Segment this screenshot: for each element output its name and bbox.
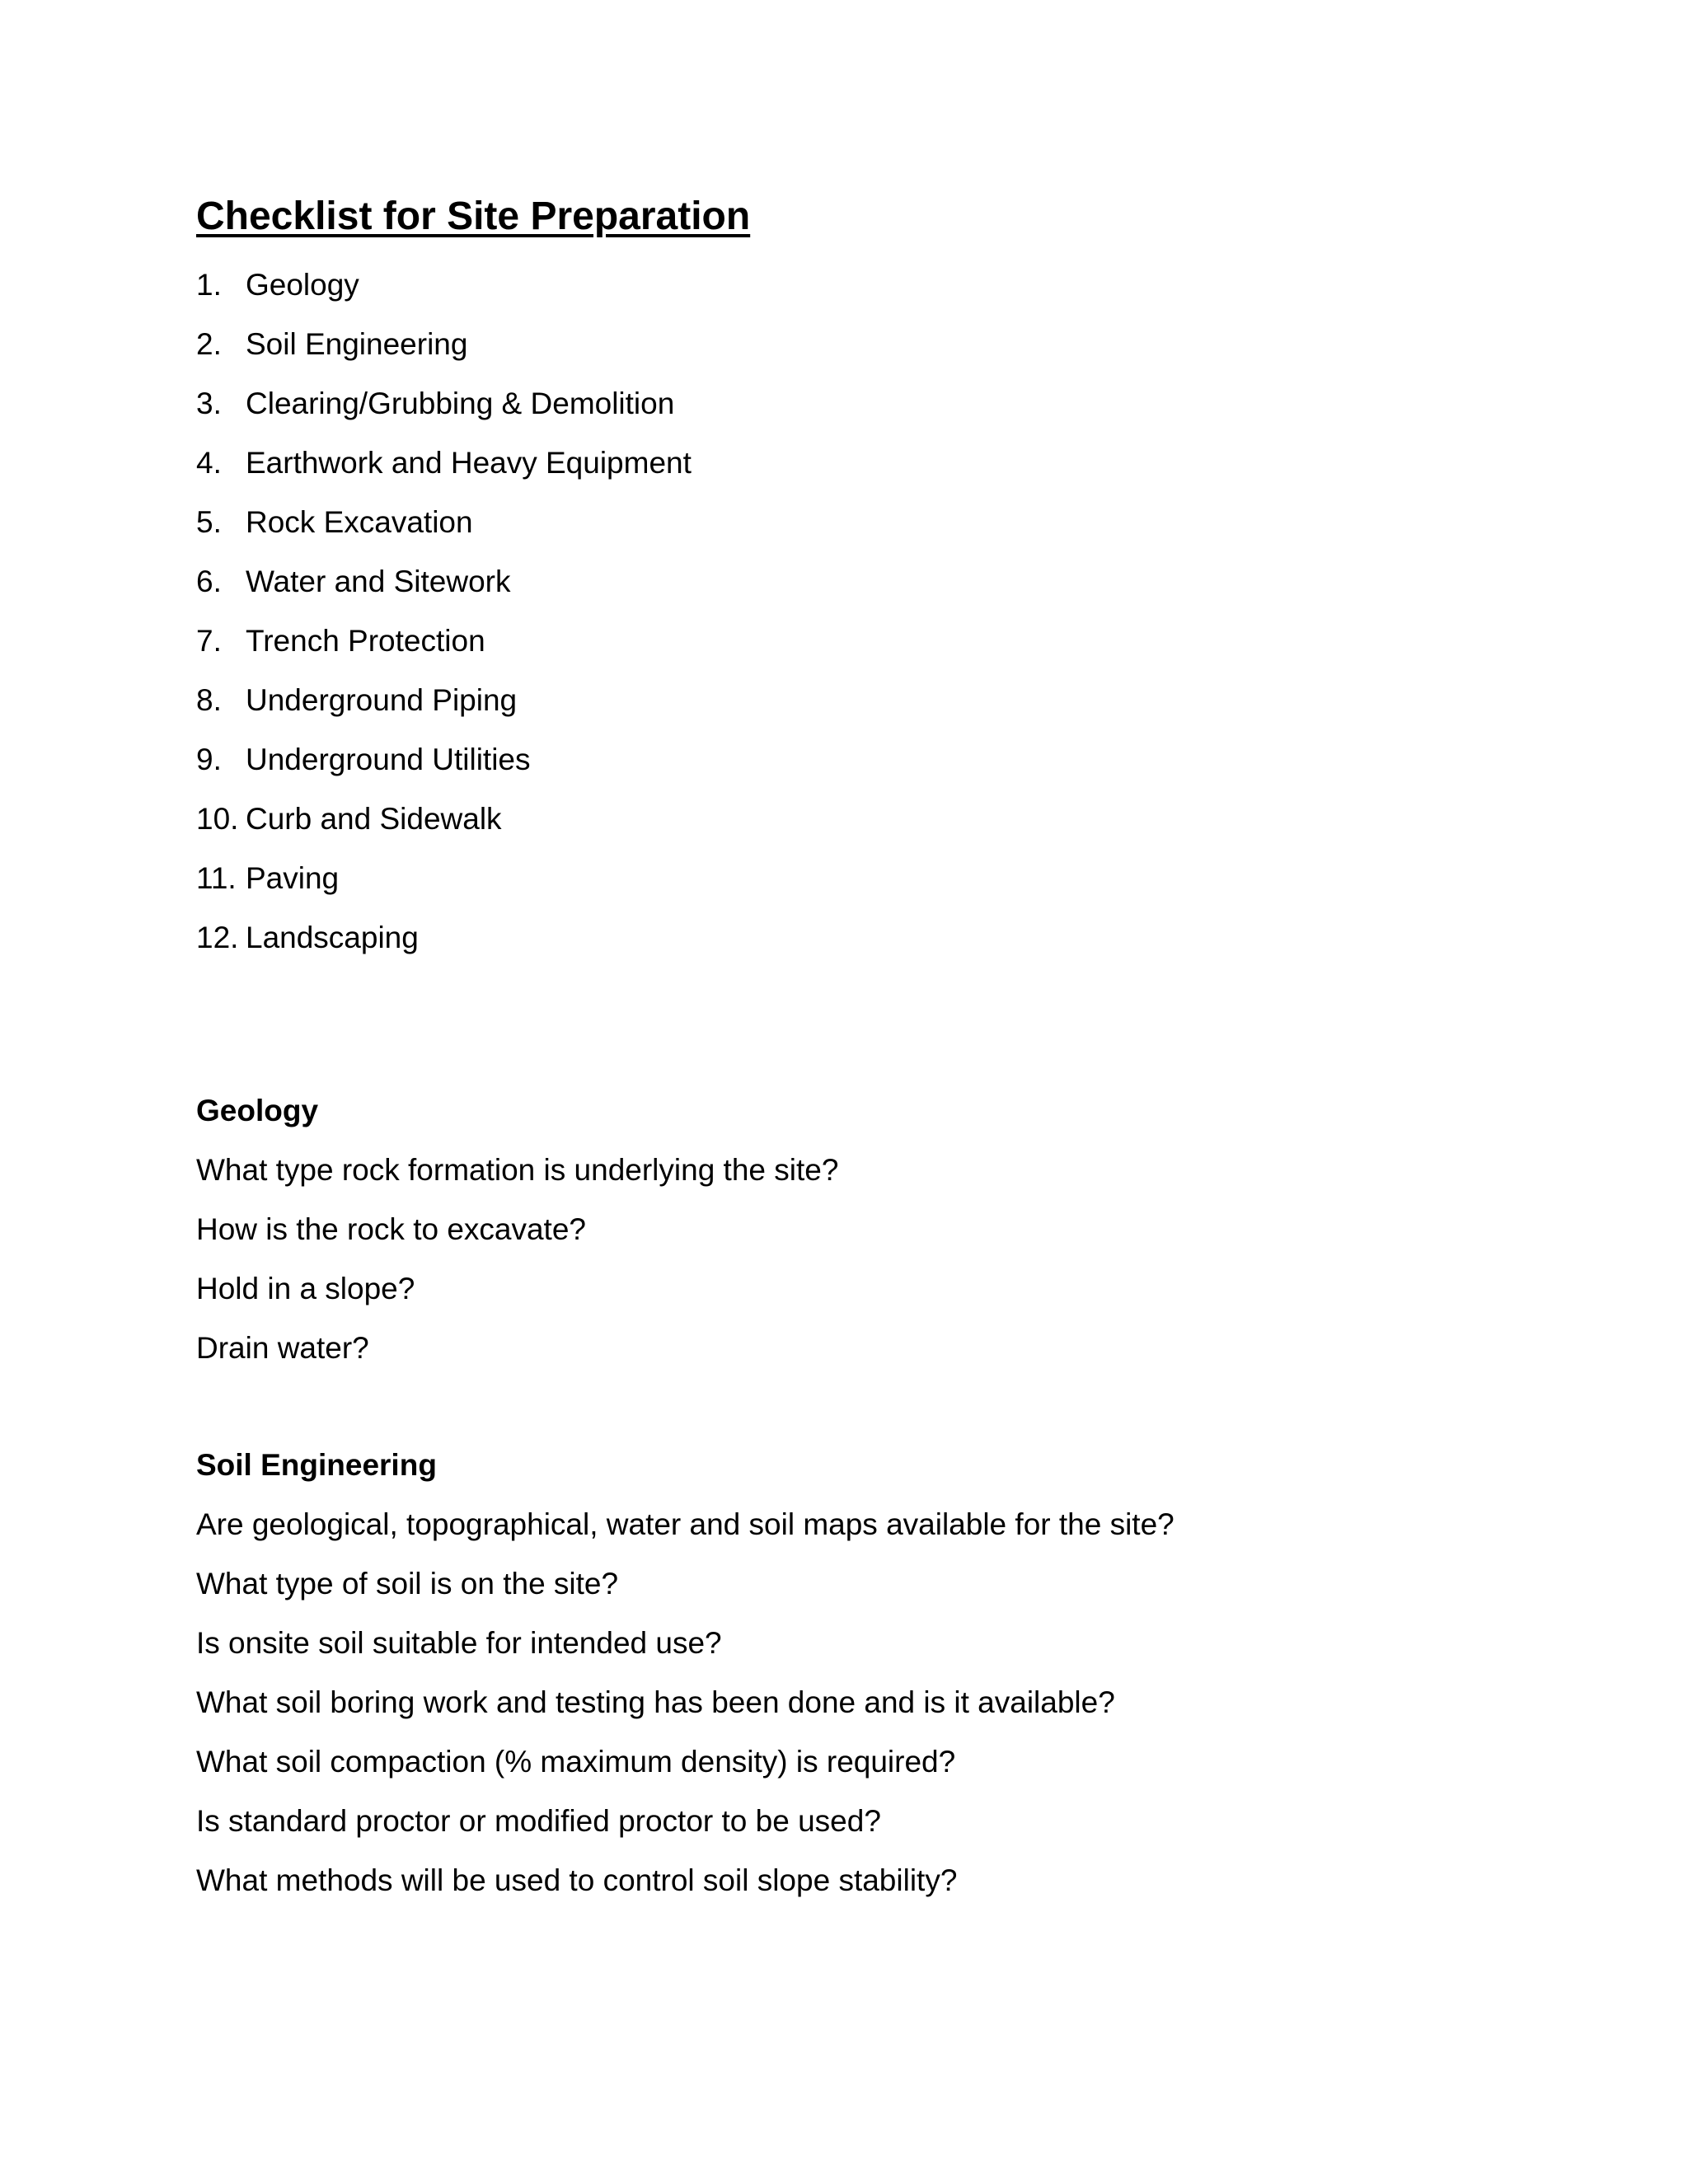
topic-item	[196, 552, 692, 612]
topic-list	[196, 255, 692, 968]
topic-item	[196, 790, 692, 849]
topic-number: 7.	[196, 624, 222, 658]
topic-number: 3.	[196, 387, 222, 420]
topic-label: Underground Utilities	[246, 743, 531, 776]
page-title: Checklist for Site Preparation	[196, 194, 751, 238]
topic-item	[196, 315, 692, 374]
topic-number: 1.	[196, 268, 222, 302]
question-item: Drain water?	[196, 1331, 369, 1365]
topic-label: Geology	[246, 268, 359, 302]
topic-number: 5.	[196, 505, 222, 539]
section-heading: Geology	[196, 1094, 319, 1127]
question-item: Is standard proctor or modified proctor to be used?	[196, 1804, 881, 1838]
question-item: Are geological, topographical, water and soil maps available for the site?	[196, 1507, 1175, 1541]
section-geology	[196, 1081, 838, 1378]
topic-number: 12.	[196, 921, 239, 954]
section-heading: Soil Engineering	[196, 1448, 437, 1482]
topic-label: Landscaping	[246, 921, 419, 954]
topic-number: 11.	[196, 861, 237, 895]
question-item: What methods will be used to control soil slope stability?	[196, 1863, 958, 1897]
topic-number: 6.	[196, 565, 222, 598]
question-item: What soil compaction (% maximum density) is required?	[196, 1745, 956, 1779]
topic-number: 8.	[196, 683, 222, 717]
topic-item	[196, 849, 692, 908]
topic-item	[196, 671, 692, 730]
topic-number: 9.	[196, 743, 222, 776]
topic-item	[196, 493, 692, 552]
question-item: What soil boring work and testing has been done and is it available?	[196, 1685, 1115, 1719]
question-item: Hold in a slope?	[196, 1272, 415, 1305]
question-item: What type rock formation is underlying the site?	[196, 1153, 839, 1187]
topic-number: 10.	[196, 802, 239, 836]
topic-label: Water and Sitework	[246, 565, 511, 598]
topic-item	[196, 908, 692, 968]
topic-label: Curb and Sidewalk	[246, 802, 502, 836]
topic-number: 2.	[196, 327, 222, 361]
topic-item	[196, 730, 692, 790]
question-item: How is the rock to excavate?	[196, 1212, 586, 1246]
topic-label: Rock Excavation	[246, 505, 473, 539]
topic-label: Earthwork and Heavy Equipment	[246, 446, 692, 480]
topic-item	[196, 374, 692, 434]
topic-label: Underground Piping	[246, 683, 518, 717]
topic-label: Clearing/Grubbing & Demolition	[246, 387, 675, 420]
topic-item	[196, 612, 692, 671]
topic-label: Trench Protection	[246, 624, 485, 658]
topic-item	[196, 434, 692, 493]
topic-item	[196, 255, 692, 315]
topic-label: Soil Engineering	[246, 327, 468, 361]
section-soil-engineering	[196, 1436, 1175, 1910]
topic-number: 4.	[196, 446, 222, 480]
question-item: Is onsite soil suitable for intended use?	[196, 1626, 722, 1660]
question-item: What type of soil is on the site?	[196, 1567, 619, 1601]
topic-label: Paving	[246, 861, 340, 895]
